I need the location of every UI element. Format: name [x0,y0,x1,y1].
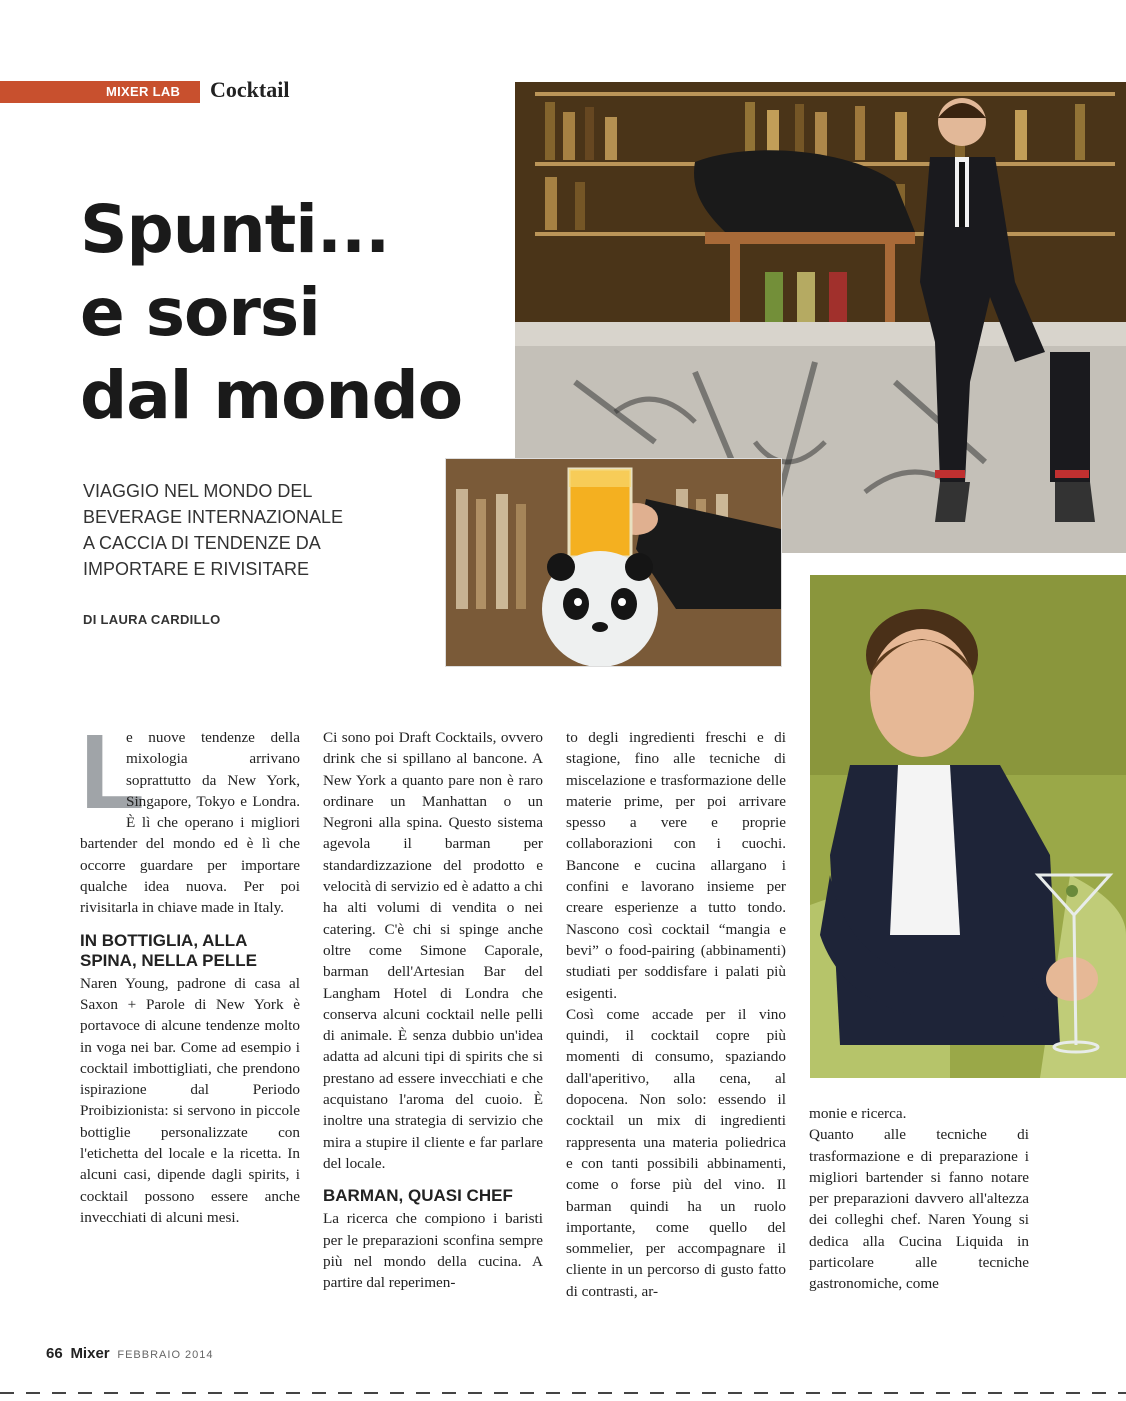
portrait-illustration [810,575,1126,1078]
page-number: 66 [46,1345,63,1362]
issue-date: FEBBRAIO 2014 [117,1349,214,1361]
paragraph-intro: e nuove tendenze della mixologia arrivano soprattutto da New York, Singapore, Tokyo e Londra. È lì che operano i migliori bartender del mondo ed è lì che occorre guardare per importare qualche idea nuova. Per poi rivisitarla in chiave made in Italy. [80,729,300,917]
headline [80,188,500,437]
magazine-name: Mixer [70,1345,110,1362]
subtitle [83,478,423,582]
headline-line-3: dal mondo [80,357,463,434]
panda-cocktail-photo [445,458,782,667]
paragraph-tecniche: Quanto alle tecniche di trasformazione e di preparazione i migliori bartender si fanno notare per preparazioni davvero all'altezza dei colleghi chef. Naren Young si dedica alla Cucina Liquida in particolare alle tecniche gastronomiche, come [809,1126,1029,1293]
paragraph-vino: Così come accade per il vino quindi, il cocktail copre più momenti di consumo, spaziando dall'aperitivo, alla cena, al dopocena. Non solo: essendo il cocktail un mix di ingredienti rappresenta una materia poliedrica e con tanti possibili abbinamenti, come o forse più del vino. Il barman quindi ha un ruolo importante, come quello del sommelier, per accompagnare il cliente in un percorso di gusto fatto di contrasti, ar- [566,1005,786,1300]
page-footer [46,1345,214,1363]
text-column-3 [566,727,786,1302]
panda-photo-illustration [446,459,781,666]
subtitle-line-1: VIAGGIO NEL MONDO DEL [83,481,313,501]
paragraph-draft-cocktails: Ci sono poi Draft Cocktails, ovvero drink che si spillano al bancone. A New York a quanto pare non è raro ordinare un Manhattan o un Negroni alla spina. Questo sistema agevola il barman per standardizzazione del prodotto e velocità di servizio ed è adatto a chi ha alti volumi di vendita o nei catering. C'è chi si spinge anche oltre come Simone Caporale, barman dell'Artesian Bar del Langham Hotel di Londra che conserva alcuni cocktail nelle pelli di animale. È senza dubbio un'idea adatta ad alcuni tipi di spirits che si prestano ad essere invecchiati e che acquistano l'aroma del cuoio. È inoltre una strategia di servizio che mira a stupire il cliente e far parlare del locale. [323,729,543,1172]
text-column-1 [80,713,300,1228]
cut-line [0,1392,1126,1394]
subhead-bottiglia: IN BOTTIGLIA, ALLA SPINA, NELLA PELLE [80,930,257,970]
paragraph-ingredienti: to degli ingredienti freschi e di stagione, fino alle tecniche di miscelazione e trasformazione delle materie prime, per poi arrivare spesso a vere e proprie collaborazioni con i cuochi. Bancone e cucina allargano i confini e lavorano insieme per creare esperienze a tutto tondo. Nascono così cocktail “mangia e bevi” o food-pairing (abbinamenti) studiati per soddisfare i palati più esigenti. [566,729,786,1002]
subtitle-line-4: IMPORTARE E RIVISITARE [83,559,310,579]
paragraph-naren-young: Naren Young, padrone di casa al Saxon + Parole di New York è portavoce di alcune tendenze molto in voga nei bar. Come ad esempio i cocktail imbottigliati, che prendono ispirazione dal Periodo Proibizionista: si servono in piccole bottiglie personalizzate con l'etichetta del locale e la ricetta. In alcuni casi, dipende dagli spirits, i cocktail possono essere anche invecchiati di alcuni mesi. [80,974,300,1226]
section-name: Cocktail [210,77,290,102]
text-column-2 [323,727,543,1293]
section-tag-label: MIXER LAB [106,84,181,99]
byline: DI LAURA CARDILLO [83,612,221,627]
drop-cap: L [80,713,145,831]
subhead-barman: BARMAN, QUASI CHEF [323,1186,513,1206]
subtitle-line-3: A CACCIA DI TENDENZE DA [83,533,321,553]
portrait-photo [810,575,1126,1078]
paragraph-ricerca: La ricerca che compiono i baristi per le preparazioni sconfina sempre più nel mondo della cucina. A partire dal reperimen- [323,1210,543,1292]
paragraph-armonie: monie e ricerca. [809,1105,907,1122]
subtitle-line-2: BEVERAGE INTERNAZIONALE [83,507,344,527]
headline-line-2: e sorsi [80,274,320,351]
headline-line-1: Spunti... [80,191,390,268]
text-column-4 [809,1103,1029,1295]
